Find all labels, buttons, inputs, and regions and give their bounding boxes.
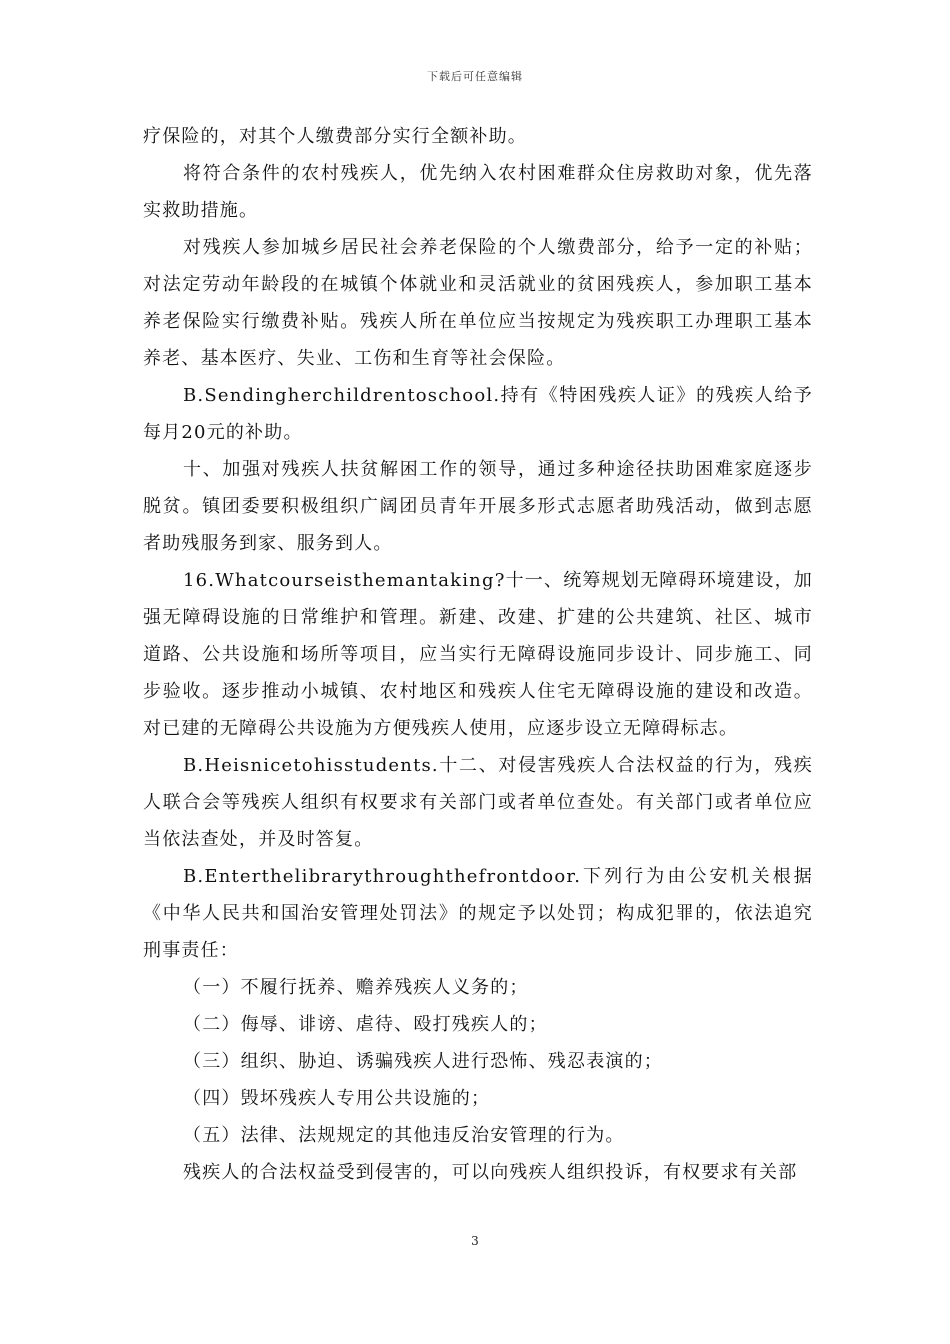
paragraph: 疗保险的，对其个人缴费部分实行全额补助。 bbox=[143, 126, 527, 147]
paragraph: 将符合条件的农村残疾人，优先纳入农村困难群众住房救助对象，优先落实救助措施。 bbox=[143, 163, 813, 221]
paragraph: B.Sendingherchildrentoschool.持有《特困残疾人证》的残疾人给予每月20元的补助。 bbox=[143, 385, 813, 443]
document-body bbox=[143, 118, 813, 1191]
page-header-note: 下载后可任意编辑 bbox=[427, 70, 523, 83]
list-item: （四）毁坏残疾人专用公共设施的； bbox=[183, 1088, 491, 1109]
paragraph: 16.Whatcourseisthemantaking?十一、统筹规划无障碍环境建设，加强无障碍设施的日常维护和管理。新建、改建、扩建的公共建筑、社区、城市道路、公共设施和场所等项目，应当实行无障碍设施同步设计、同步施工、同步验收。逐步推动小城镇、农村地区和残疾人住宅无障碍设施的建设和改造。对已建的无障碍公共设施为方便残疾人使用，应逐步设立无障碍标志。 bbox=[143, 570, 813, 739]
list-item: （三）组织、胁迫、诱骗残疾人进行恐怖、残忍表演的； bbox=[183, 1051, 663, 1072]
page-number: 3 bbox=[471, 1234, 479, 1248]
list-item: （五）法律、法规规定的其他违反治安管理的行为。 bbox=[183, 1125, 625, 1146]
paragraph: 对残疾人参加城乡居民社会养老保险的个人缴费部分，给予一定的补贴；对法定劳动年龄段的在城镇个体就业和灵活就业的贫困残疾人，参加职工基本养老保险实行缴费补贴。残疾人所在单位应当按规定为残疾职工办理职工基本养老、基本医疗、失业、工伤和生育等社会保险。 bbox=[143, 237, 813, 369]
paragraph: 残疾人的合法权益受到侵害的，可以向残疾人组织投诉，有权要求有关部 bbox=[183, 1162, 798, 1183]
list-item: （二）侮辱、诽谤、虐待、殴打残疾人的； bbox=[183, 1014, 548, 1035]
paragraph: 十、加强对残疾人扶贫解困工作的领导，通过多种途径扶助困难家庭逐步脱贫。镇团委要积极组织广阔团员青年开展多形式志愿者助残活动，做到志愿者助残服务到家、服务到人。 bbox=[143, 459, 813, 554]
list-item: （一）不履行抚养、赡养残疾人义务的； bbox=[183, 977, 529, 998]
paragraph: B.Heisnicetohisstudents.十二、对侵害残疾人合法权益的行为，残疾人联合会等残疾人组织有权要求有关部门或者单位查处。有关部门或者单位应当依法查处，并及时答复。 bbox=[143, 755, 813, 850]
paragraph: B.Enterthelibrarythroughthefrontdoor.下列行为由公安机关根据《中华人民共和国治安管理处罚法》的规定予以处罚；构成犯罪的，依法追究刑事责任： bbox=[143, 866, 813, 961]
